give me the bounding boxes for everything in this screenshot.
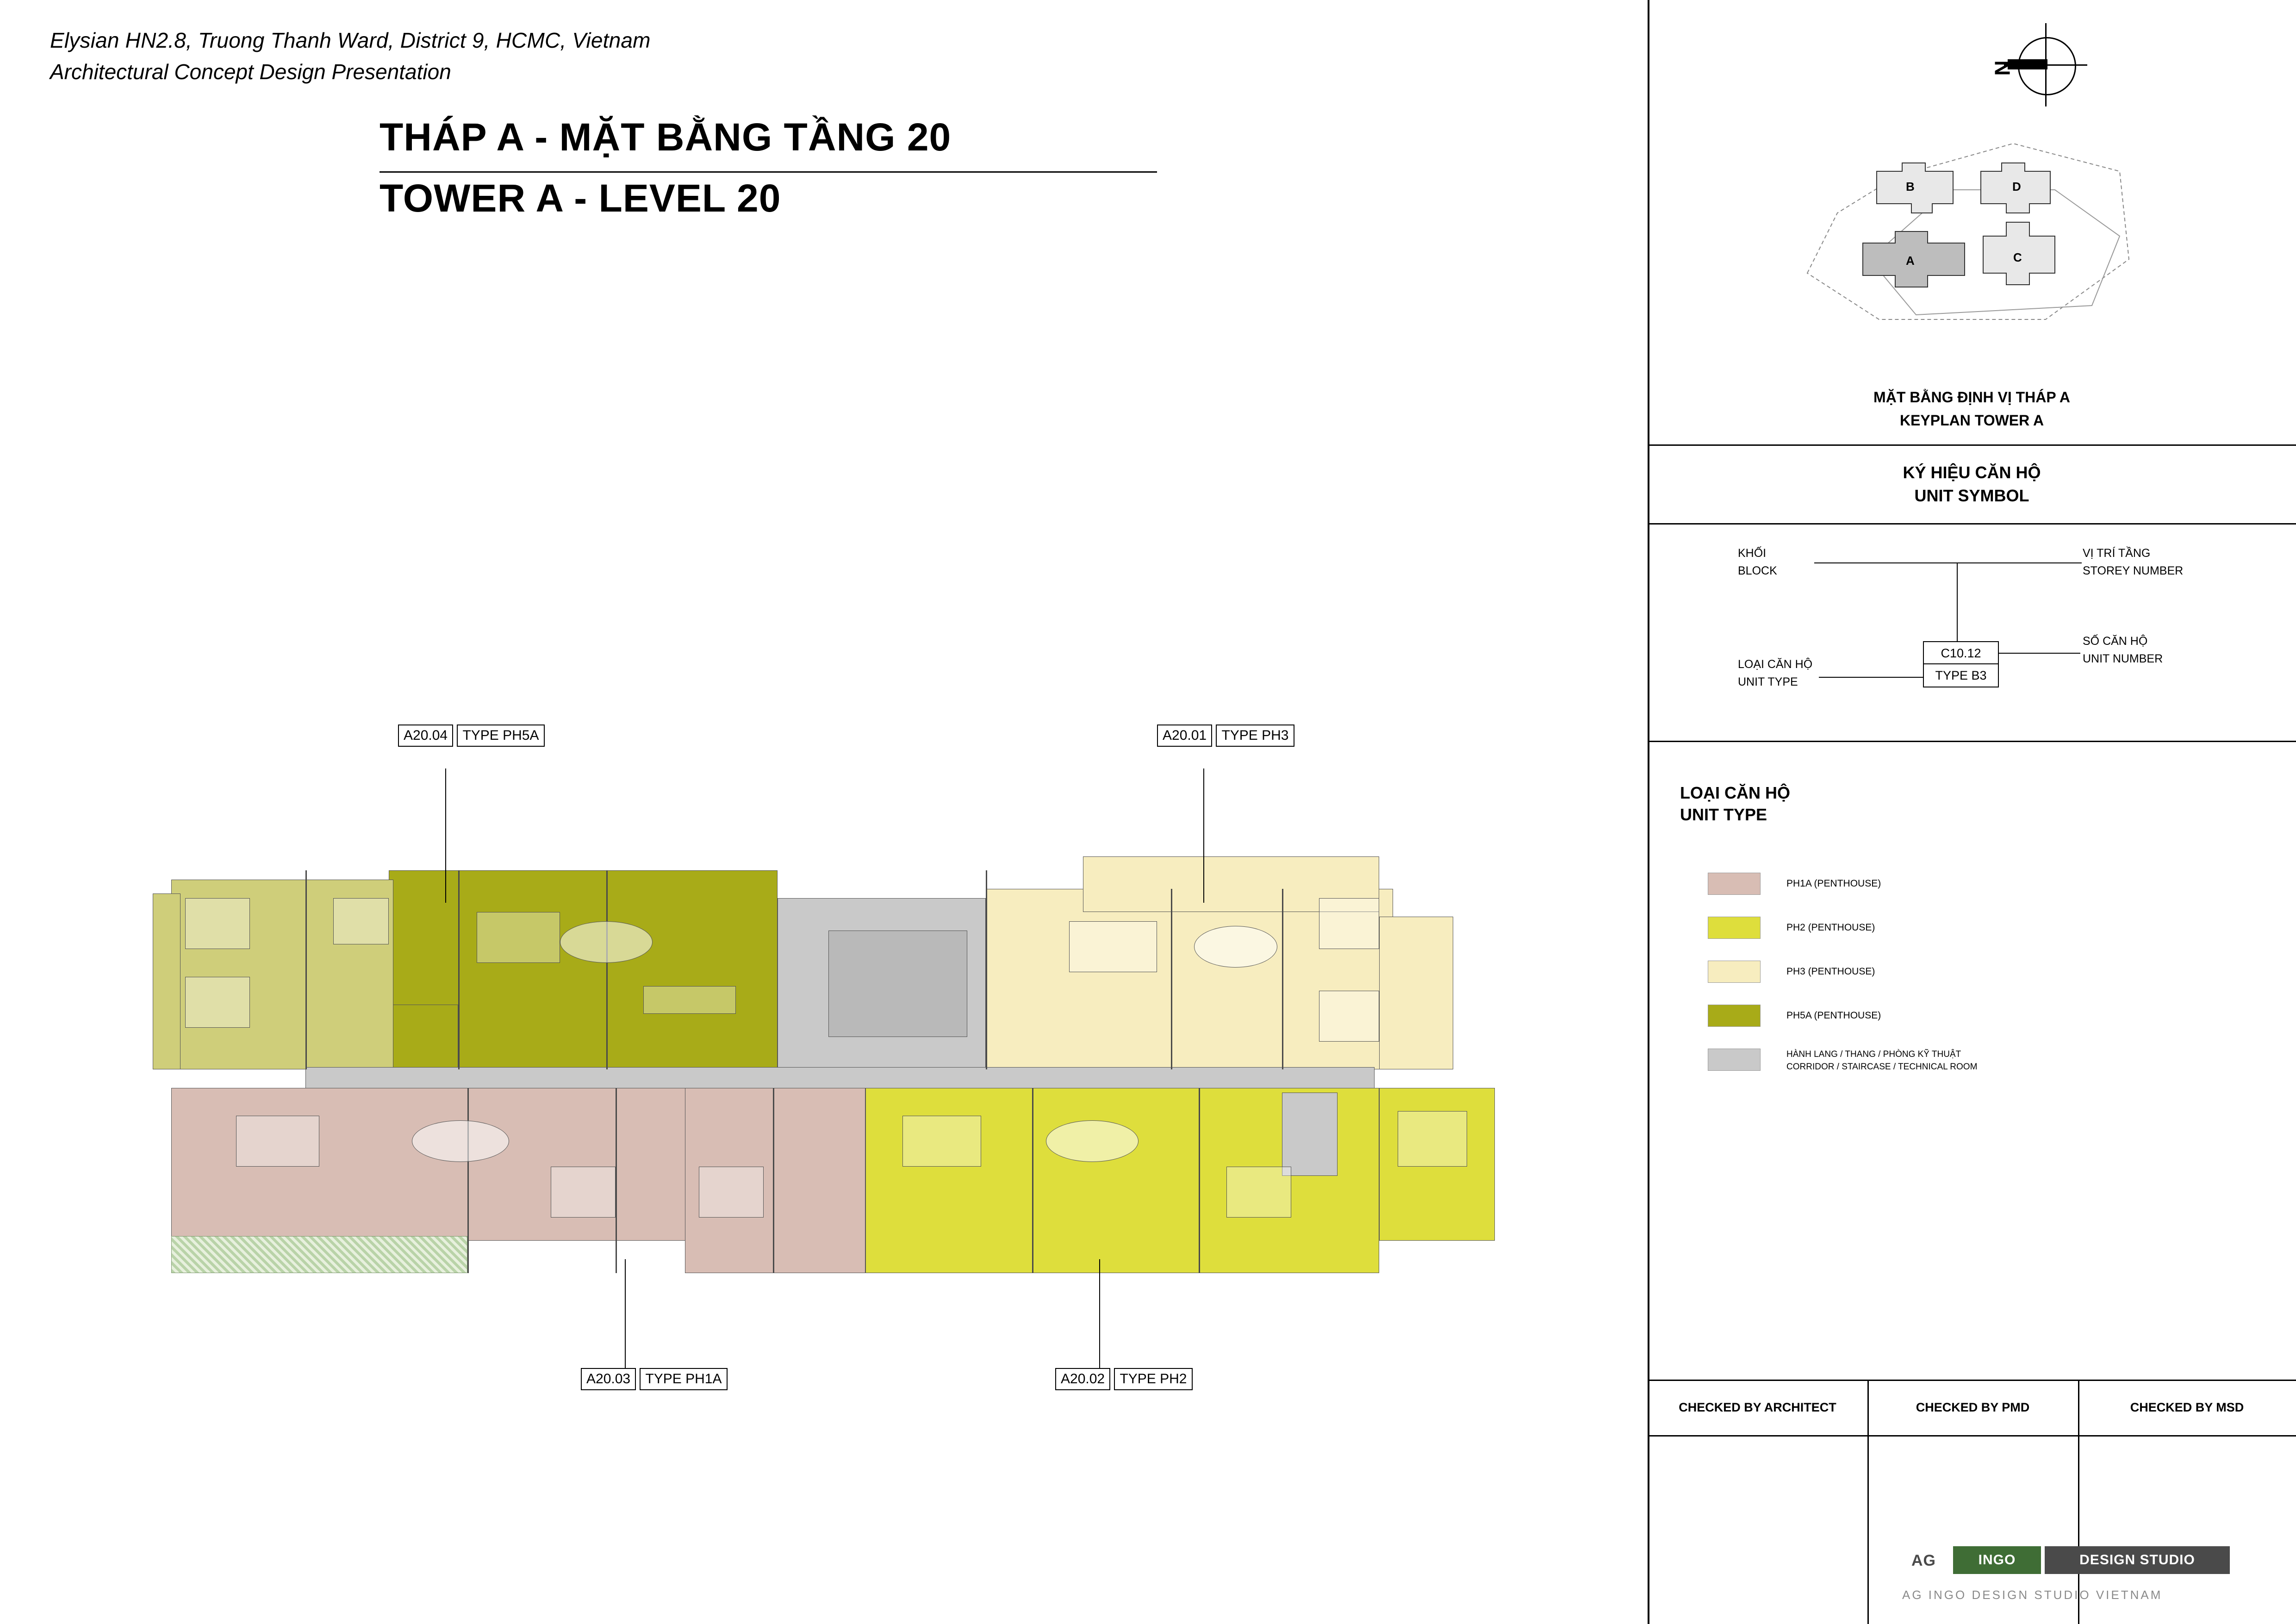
symbol-type-box	[1923, 663, 1999, 687]
title-underline	[380, 171, 1157, 173]
partition	[1032, 1088, 1033, 1273]
svg-text:D: D	[2012, 180, 2021, 194]
keyplan-caption-vn: MẶT BẰNG ĐỊNH VỊ THÁP A	[1873, 389, 2070, 406]
symbol-leader	[1814, 562, 1958, 563]
legend-item-ph1a	[1708, 873, 2032, 900]
legend-swatch-ph5a	[1708, 1005, 1761, 1027]
furniture-dining-table	[1046, 1120, 1139, 1162]
checked-by-architect[interactable]: CHECKED BY ARCHITECT	[1679, 1400, 1836, 1414]
partition	[1171, 889, 1172, 1069]
checked-by-row	[1648, 1380, 2296, 1435]
symbol-unitnumber-label-en: UNIT NUMBER	[2083, 652, 2163, 665]
furniture-dining-table	[412, 1120, 509, 1162]
unit-type: TYPE PH5A	[462, 728, 539, 743]
symbol-leader	[1957, 562, 1958, 650]
studio-logo	[1911, 1546, 2263, 1579]
callout-a2004	[398, 725, 545, 747]
furniture-bed	[1226, 1167, 1291, 1218]
keyplan-diagram	[1796, 120, 2147, 343]
leader-line	[625, 1259, 626, 1368]
logo-studio-text: DESIGN STUDIO	[2045, 1546, 2230, 1574]
legend-label-ph5a: PH5A (PENTHOUSE)	[1786, 1010, 1881, 1021]
symbol-code-box	[1923, 641, 1999, 665]
callout-a2001	[1157, 725, 1294, 747]
logo-ingo-text: INGO	[1953, 1546, 2041, 1574]
legend-item-corridor	[1708, 1049, 2032, 1076]
unit-a2001-ph3-east	[1379, 917, 1453, 1069]
partition	[1282, 889, 1283, 1069]
symbol-block-label-en: BLOCK	[1738, 564, 1777, 577]
symbol-storey-label-en: STOREY NUMBER	[2083, 564, 2184, 577]
unit-type: TYPE PH2	[1120, 1371, 1187, 1387]
project-name: Elysian HN2.8, Truong Thanh Ward, District 9, HCMC, Vietnam	[50, 28, 651, 52]
partition	[1199, 1088, 1200, 1273]
symbol-unitnumber-label-vn: SỐ CĂN HỘ	[2083, 635, 2148, 648]
furniture-sofa	[477, 912, 560, 963]
furniture-bed	[185, 898, 250, 949]
unit-code: A20.03	[586, 1371, 631, 1387]
svg-text:B: B	[1906, 180, 1915, 194]
keyplan-caption-en: KEYPLAN TOWER A	[1899, 412, 2044, 429]
symbol-storey-label-vn: VỊ TRÍ TẦNG	[2083, 547, 2151, 560]
floor-plan	[153, 870, 1532, 1287]
furniture-sofa	[236, 1116, 319, 1167]
legend-item-ph2	[1708, 917, 2032, 944]
panel-divider	[1649, 1435, 2296, 1437]
furniture-dining-table	[560, 921, 653, 963]
symbol-leader	[1819, 677, 1935, 678]
partition	[606, 870, 608, 1069]
symbol-leader	[1992, 653, 2080, 654]
leader-line	[1099, 1259, 1100, 1368]
symbol-block-label-vn: KHỐI	[1738, 547, 1767, 560]
unit-a2004-balcony	[153, 893, 180, 1069]
furniture-kitchen	[643, 986, 736, 1014]
furniture-bed	[185, 977, 250, 1028]
partition	[458, 870, 460, 1069]
svg-text:C: C	[2013, 250, 2022, 264]
partition	[616, 1088, 617, 1273]
unit-type: TYPE PH3	[1221, 728, 1289, 743]
partition	[467, 1088, 469, 1273]
legend-title-en: UNIT TYPE	[1680, 805, 1767, 824]
leader-line	[1203, 768, 1204, 903]
unit-type: TYPE PH1A	[645, 1371, 722, 1387]
north-label: N	[1990, 60, 2015, 76]
unit-code: A20.04	[404, 728, 448, 743]
landscape-terrace	[171, 1236, 467, 1273]
legend-swatch-ph1a	[1708, 873, 1761, 895]
legend-label-ph1a: PH1A (PENTHOUSE)	[1786, 878, 1881, 889]
unit-code: A20.02	[1061, 1371, 1105, 1387]
logo-ag-text: AG	[1911, 1552, 1936, 1569]
svg-text:A: A	[1906, 254, 1915, 268]
unit-symbol-title-vn: KÝ HIỆU CĂN HỘ	[1903, 463, 2041, 482]
callout-a2002	[1055, 1368, 1193, 1390]
legend-item-ph3	[1708, 961, 2032, 988]
legend-title-vn: LOẠI CĂN HỘ	[1680, 783, 1790, 802]
leader-line	[445, 768, 446, 903]
symbol-unittype-label-vn: LOẠI CĂN HỘ	[1738, 658, 1813, 671]
partition	[986, 870, 987, 1069]
symbol-leader	[1957, 562, 2082, 563]
checked-by-msd[interactable]: CHECKED BY MSD	[2130, 1400, 2244, 1414]
legend-label-corridor-vn: HÀNH LANG / THANG / PHÒNG KỸ THUẬT	[1786, 1049, 1961, 1059]
unit-code: A20.01	[1163, 728, 1207, 743]
legend-label-ph2: PH2 (PENTHOUSE)	[1786, 922, 1875, 933]
symbol-sample-code: C10.12	[1941, 646, 1981, 660]
furniture-sofa	[902, 1116, 981, 1167]
checked-by-pmd[interactable]: CHECKED BY PMD	[1916, 1400, 2030, 1414]
legend-label-ph3: PH3 (PENTHOUSE)	[1786, 966, 1875, 977]
lift-lobby	[828, 931, 967, 1037]
furniture-bed	[699, 1167, 764, 1218]
furniture-bed	[1398, 1111, 1467, 1167]
logo-tagline: AG INGO DESIGN STUDIO VIETNAM	[1902, 1588, 2163, 1602]
furniture-bed	[333, 898, 389, 944]
legend-label-corridor-en: CORRIDOR / STAIRCASE / TECHNICAL ROOM	[1786, 1062, 1978, 1072]
symbol-sample-type: TYPE B3	[1935, 668, 1987, 682]
symbol-unittype-label-en: UNIT TYPE	[1738, 675, 1798, 688]
legend-swatch-ph3	[1708, 961, 1761, 983]
stair-lower	[1282, 1093, 1338, 1176]
page-title-vn: THÁP A - MẶT BẰNG TẦNG 20	[380, 115, 952, 159]
furniture-dining-table	[1194, 926, 1277, 968]
legend-title	[1680, 782, 1790, 826]
panel-divider	[1649, 444, 2296, 446]
furniture-bed	[1319, 991, 1379, 1042]
legend-label-corridor	[1786, 1049, 1977, 1073]
furniture-bed	[551, 1167, 616, 1218]
legend-item-ph5a	[1708, 1005, 2032, 1032]
project-subtitle: Architectural Concept Design Presentation	[50, 60, 451, 84]
legend-swatch-ph2	[1708, 917, 1761, 939]
furniture-bed	[1319, 898, 1379, 949]
page-title-en: TOWER A - LEVEL 20	[380, 176, 781, 220]
north-arrow-icon	[1990, 19, 2092, 111]
furniture-sofa	[1069, 921, 1157, 972]
panel-divider	[1649, 741, 2296, 742]
partition	[773, 1088, 774, 1273]
partition	[305, 870, 307, 1069]
panel-divider	[1649, 523, 2296, 525]
callout-a2003	[581, 1368, 728, 1390]
unit-symbol-title-en: UNIT SYMBOL	[1914, 486, 2029, 505]
legend-swatch-corridor	[1708, 1049, 1761, 1071]
